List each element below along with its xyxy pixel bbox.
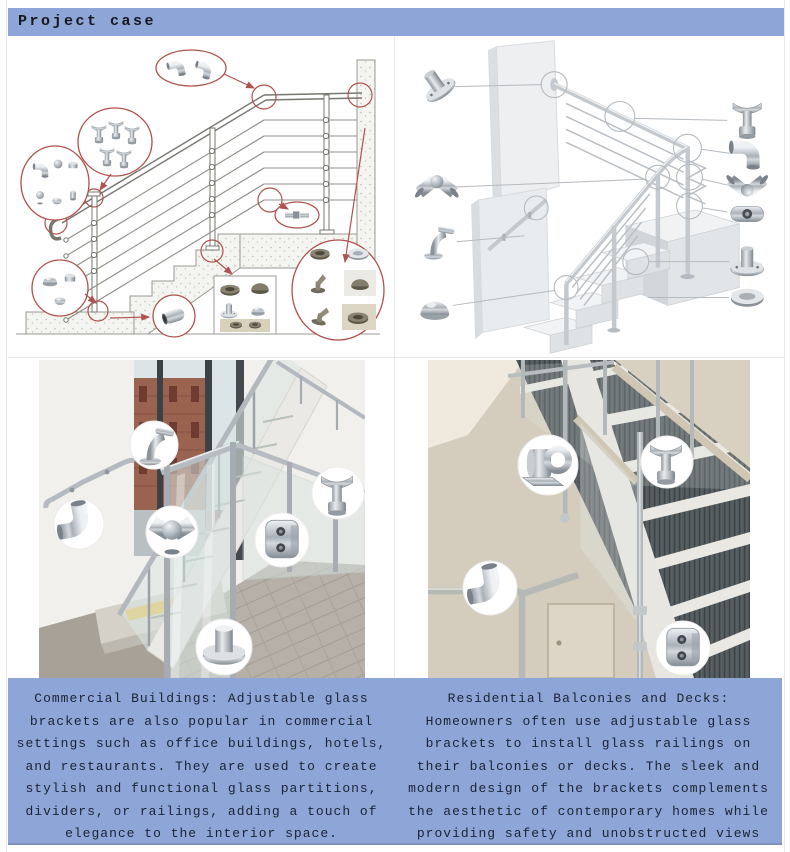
- caption-line: elegance to the interior space.: [65, 826, 338, 841]
- elbow-90-icon: [729, 141, 760, 170]
- handrail-wall-bracket-icon: [424, 226, 455, 259]
- panel-divider-horizontal: [8, 357, 784, 358]
- caption-line: their balconies or decks. The sleek and: [416, 758, 761, 774]
- residential-staircase-photo: [428, 360, 750, 678]
- callout-saddle-support-icon: [641, 436, 693, 488]
- wall-flange-icon: [415, 63, 459, 106]
- caption-line: the aesthetic of contemporary homes while: [408, 803, 769, 819]
- callout-end-cap-fitting-set-icon: [21, 146, 89, 220]
- callout-base-flange-assortment-icon: [292, 240, 384, 340]
- callout-base-cover-icon: [196, 619, 252, 675]
- caption-line: brackets to install glass railings on: [425, 736, 752, 751]
- callout-elbow-connector-pair-icon: [156, 50, 226, 86]
- caption-line: Commercial Buildings: Adjustable glass: [34, 691, 369, 706]
- commercial-photo-panel: [39, 360, 365, 678]
- technical-drawing-panel: [8, 38, 393, 354]
- caption-line: Residential Balconies and Decks:: [447, 691, 730, 706]
- callout-side-mount-bracket-icon: [518, 435, 578, 495]
- callout-dome-cap-set-icon: [32, 260, 88, 316]
- callout-saddle-support-icon: [312, 467, 364, 519]
- railing-3d-render: [397, 36, 784, 356]
- callout-saddle-bracket-set-icon: [78, 108, 152, 176]
- caption-line: Homeowners often use adjustable glass: [425, 713, 752, 729]
- exploded-render-panel: [397, 36, 784, 356]
- railing-technical-drawing: [8, 38, 393, 354]
- callout-three-way-corner-icon: [146, 506, 198, 558]
- caption-residential: [395, 678, 782, 843]
- callout-glass-clamp-icon: [656, 621, 710, 675]
- callout-glass-clamp-icon: [255, 513, 309, 567]
- callout-connector-sleeve-icon: [153, 295, 195, 337]
- page-title: Project case: [18, 13, 157, 30]
- section-title-bar: [8, 8, 784, 36]
- caption-line: brackets are also popular in commercial: [29, 713, 374, 729]
- base-cover-ring-icon: [731, 289, 764, 307]
- page-left-edge: [6, 0, 7, 852]
- saddle-support-icon: [733, 103, 761, 139]
- adjustable-elbow-icon: [725, 174, 769, 197]
- flange-cover-box-icon: [214, 276, 276, 334]
- caption-line: stylish and functional glass partitions,: [25, 781, 378, 796]
- caption-line: settings such as office buildings, hotels,: [16, 736, 387, 751]
- crossbar-holder-icon: [731, 206, 764, 221]
- commercial-staircase-photo: [39, 360, 365, 678]
- caption-line: and restaurants. They are used to create: [25, 758, 378, 774]
- angle-connector-icon: [414, 175, 460, 199]
- callout-polished-elbow-icon: [462, 561, 517, 615]
- caption-line: dividers, or railings, adding a touch of: [25, 803, 378, 819]
- page-right-edge: [784, 0, 785, 852]
- caption-line: modern design of the brackets complements: [408, 781, 769, 796]
- caption-line: providing safety and unobstructed views: [416, 826, 761, 841]
- residential-photo-panel: [428, 360, 750, 678]
- callout-handrail-wall-bracket-icon: [130, 421, 178, 469]
- dome-end-cap-icon: [420, 301, 449, 320]
- caption-commercial: [8, 678, 395, 843]
- caption-band: [8, 678, 782, 845]
